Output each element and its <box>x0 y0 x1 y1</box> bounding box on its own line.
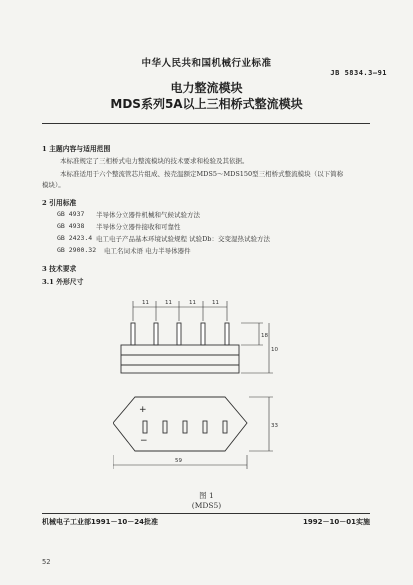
reference-code: GB 4937 <box>57 210 85 218</box>
standard-code: JB 5834.3—91 <box>330 69 387 77</box>
plan-height-label: 33 <box>271 423 278 429</box>
section-2-heading: 2 引用标准 <box>42 199 77 207</box>
section-3-1-heading: 3.1 外形尺寸 <box>42 278 84 286</box>
section-1-paragraph-1: 本标准规定了三相桥式电力整流模块的技术要求和检验及其依据。 <box>60 157 249 165</box>
outline-drawing <box>113 293 298 488</box>
reference-code: GB 4938 <box>57 222 85 230</box>
reference-title: 电工名词术语 电力半导体器件 <box>104 247 191 255</box>
header-rule <box>42 123 370 124</box>
approval-line: 机械电子工业部1991－10－24批准 <box>42 518 158 526</box>
footer-rule <box>42 513 370 514</box>
pin-pitch-label: 11 <box>142 300 149 306</box>
reference-title: 半导体分立器件机械和气候试验方法 <box>96 211 200 219</box>
section-3-heading: 3 技术要求 <box>42 265 77 273</box>
figure-caption: 图 1 <box>199 491 214 500</box>
height-label: 18 <box>261 333 268 339</box>
section-1-paragraph-2-continued: 模块）。 <box>42 181 65 189</box>
plan-width-label: 59 <box>175 458 182 464</box>
reference-code: GB 2900.32 <box>57 246 97 254</box>
height-label: 10 <box>271 347 278 353</box>
figure-model: (MDS5) <box>191 501 222 510</box>
section-1-paragraph-2: 本标准适用于六个整流管芯片组成、按壳温额定MDS5～MDS150型三相桥式整流模块（以下简称 <box>60 170 344 178</box>
section-1-heading: 1 主题内容与适用范围 <box>42 145 111 153</box>
pin-pitch-label: 11 <box>189 300 196 306</box>
implementation-date: 1992－10－01实施 <box>303 518 370 526</box>
reference-code: GB 2423.4 <box>57 234 93 242</box>
document-title: 电力整流模块 <box>170 81 243 95</box>
plus-terminal-mark: + <box>139 405 147 415</box>
minus-terminal-mark: − <box>140 436 148 446</box>
page-number: 52 <box>42 558 51 566</box>
pin-pitch-label: 11 <box>165 300 172 306</box>
reference-title: 电工电子产品基本环境试验规程 试验Db：交变湿热试验方法 <box>96 235 270 243</box>
pin-pitch-label: 11 <box>212 300 219 306</box>
standard-title: 中华人民共和国机械行业标准 <box>141 58 272 69</box>
document-subtitle: MDS系列5A以上三相桥式整流模块 <box>110 97 303 111</box>
reference-title: 半导体分立器件接收和可靠性 <box>96 223 181 231</box>
